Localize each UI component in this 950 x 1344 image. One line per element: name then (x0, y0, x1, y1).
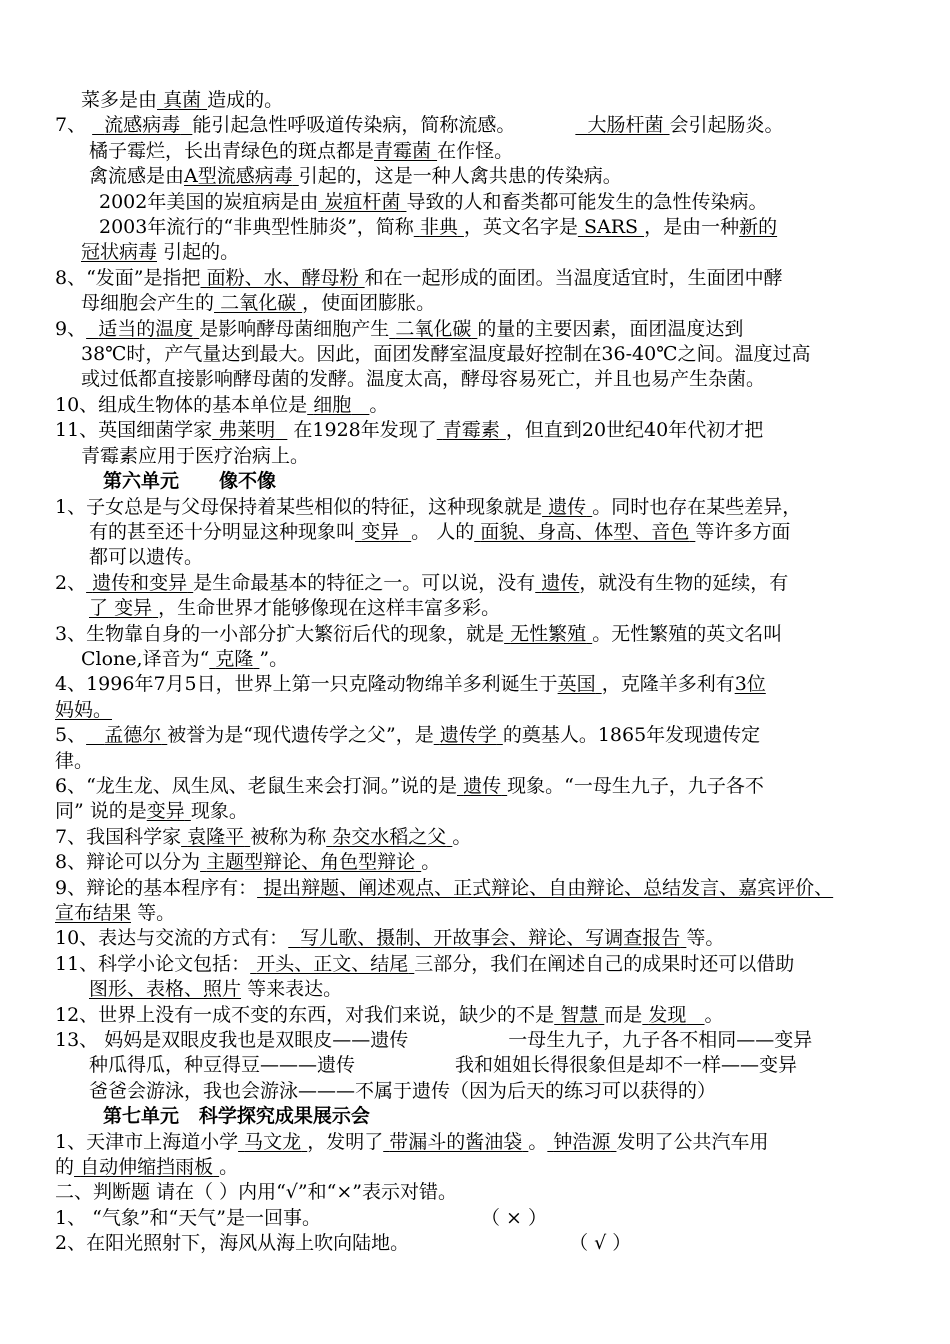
answer-blank: 青霉素 (442, 419, 500, 442)
text-line: 都可以遗传。 (89, 546, 204, 569)
text-line: 有的甚至还十分明显这种现象叫 变异 。 人的 面貌、身高、体型、音色 等许多方面 (89, 520, 791, 543)
unit-6-question-8: 8、辩论可以分为 主题型辩论、角色型辩论 。 (55, 851, 441, 874)
question-8: 8、“发面”是指把 面粉、水、酵母粉 和在一起形成的面团。当温度适宜时，生面团中酵 (55, 266, 783, 289)
text-line (55, 698, 910, 723)
unit-6-question-3: 3、生物靠自身的一小部分扩大繁衍后代的现象，就是 无性繁殖 。无性繁殖的英文名叫 (55, 622, 783, 645)
answer-blank: 妈妈。 (55, 698, 113, 721)
answer-blank: 宣布结果 (55, 902, 132, 924)
answer-blank: 弗莱明 (218, 419, 276, 442)
unit-6-question-10: 10、表达与交流的方式有： 写儿歌、摄制、开故事会、辩论、写调查报告 等。 (55, 927, 725, 950)
answer-blank: 变异 (146, 800, 185, 823)
text-line: 同” 说的是变异 现象。 (55, 800, 248, 823)
answer-blank: 自动伸缩挡雨板 (80, 1156, 214, 1179)
answer-blank: 英国 (557, 673, 596, 696)
answer-blank: 带漏斗的酱油袋 (389, 1130, 523, 1153)
answer-blank: 开头、正文、结尾 (256, 952, 409, 975)
text-line: Clone,译音为“ 克隆 ”。 (81, 647, 289, 670)
answer-blank: 青霉菌 (374, 139, 432, 162)
answer-blank: 遗传学 (439, 724, 497, 747)
answer-blank: 面粉、水、酵母粉 (206, 266, 359, 289)
answer-blank: SARS (583, 216, 639, 239)
answer-blank: 钟浩源 (553, 1130, 611, 1153)
unit-7-heading: 第七单元 科学探究成果展示会 (103, 1105, 370, 1128)
true-false-item-1: 1、 “气象”和“天气”是一回事。 （ × ） (55, 1206, 547, 1229)
text-line: 2003年流行的“非典型性肺炎”，简称 非典 ，英文名字是 SARS ，是由一种新的 (99, 216, 778, 239)
question-11: 11、英国细菌学家 弗莱明 在1928年发现了 青霉素 ，但直到20世纪40年代初才把 (55, 419, 764, 442)
answer-blank: A型流感病毒 (184, 165, 293, 188)
answer-mark: （ × ） (480, 1206, 547, 1229)
answer-blank: 无性繁殖 (510, 622, 587, 645)
text-line: 青霉素应用于医疗治病上。 (81, 444, 310, 467)
unit-7-question-1: 1、天津市上海道小学 马文龙 ，发明了 带漏斗的酱油袋 。 钟浩源 发明了公共汽车用 (55, 1130, 769, 1153)
text-line: 或过低都直接影响酵母菌的发酵。温度太高，酵母容易死亡，并且也易产生杂菌。 (81, 368, 766, 391)
text-line: 图形、表格、照片 等来表达。 (89, 978, 343, 1001)
unit-6-question-13: 13、 妈妈是双眼皮我也是双眼皮——遗传 一母生九子，九子各不相同——变异 (55, 1029, 813, 1052)
question-9: 9、 适当的温度 是影响酵母菌细胞产生 二氧化碳 的量的主要因素，面团温度达到 (55, 317, 744, 340)
answer-blank: 主题型辩论、角色型辩论 (206, 851, 416, 874)
answer-blank: 遗传和变异 (92, 571, 188, 594)
unit-6-heading: 第六单元 像不像 (103, 470, 277, 493)
answer-blank: 流感病毒 (104, 114, 181, 137)
unit-6-question-7: 7、我国科学家 袁隆平 被称为称 杂交水稻之父 。 (55, 825, 472, 848)
answer-blank: 图形、表格、照片 (89, 978, 242, 1001)
unit-6-question-5: 5、 孟德尔 被誉为是“现代遗传学之父”，是 遗传学 的奠基人。1865年发现遗传定 (55, 724, 761, 747)
answer-blank: 细胞 (313, 393, 352, 416)
answer-blank: 非典 (419, 216, 458, 239)
answer-blank: 孟德尔 (104, 724, 162, 747)
true-false-item-2: 2、在阳光照射下，海风从海上吹向陆地。 （ √ ） (55, 1232, 632, 1255)
text-line: 爸爸会游泳，我也会游泳———不属于遗传（因为后天的练习可以获得的） (89, 1079, 717, 1102)
answer-mark: （ √ ） (569, 1232, 632, 1255)
answer-blank: 适当的温度 (98, 317, 194, 340)
answer-blank: 炭疽杆菌 (324, 190, 401, 213)
question-7: 7、 流感病毒 能引起急性呼吸道传染病，简称流感。 大肠杆菌 会引起肠炎。 (55, 114, 784, 137)
answer-blank: 提出辩题、阐述观点、正式辩论、自由辩论、总结发言、嘉宾评价、 (263, 876, 834, 899)
unit-6-question-1: 1、子女总是与父母保持着某些相似的特征，这种现象就是 遗传 。同时也存在某些差异， (55, 495, 802, 518)
text-line: 橘子霉烂，长出青绿色的斑点都是青霉菌 在作怪。 (89, 139, 514, 162)
answer-blank: 面貌、身高、体型、音色 (480, 520, 690, 543)
answer-blank: 发现 (648, 1003, 687, 1026)
answer-blank: 智慧 (560, 1003, 599, 1026)
text-line: 宣布结果 等。 (55, 902, 176, 924)
answer-blank: 遗传 (463, 774, 502, 797)
answer-blank: 真菌 (163, 89, 202, 111)
answer-blank: 马文龙 (244, 1130, 302, 1153)
unit-6-question-9: 9、辩论的基本程序有： 提出辩题、阐述观点、正式辩论、自由辩论、总结发言、嘉宾评价、 (55, 876, 834, 899)
text-line: 38℃时，产气量达到最大。因此，面团发酵室温度最好控制在36-40℃之间。温度过高 (81, 343, 811, 366)
text-line: 律。 (55, 749, 94, 772)
text-line: 冠状病毒 引起的。 (81, 241, 240, 264)
question-10: 10、组成生物体的基本单位是 细胞 。 (55, 393, 389, 416)
text-line: 的 自动伸缩挡雨板 。 (55, 1156, 239, 1179)
unit-6-question-2: 2、 遗传和变异 是生命最基本的特征之一。可以说，没有 遗传，就没有生物的延续，有 (55, 571, 789, 594)
answer-blank: 遗传 (548, 495, 587, 518)
text-line: 2002年美国的炭疽病是由 炭疽杆菌 导致的人和畜类都可能发生的急性传染病。 (99, 190, 768, 213)
answer-blank: 大肠杆菌 (587, 114, 664, 137)
answer-blank: 冠状病毒 (81, 241, 158, 264)
answer-blank: 3位 (734, 673, 766, 696)
unit-6-question-4: 4、1996年7月5日，世界上第一只克隆动物绵羊多利诞生于英国 ，克隆羊多利有3位 (55, 673, 766, 696)
unit-6-question-12: 12、世界上没有一成不变的东西，对我们来说，缺少的不是 智慧 而是 发现 。 (55, 1003, 724, 1026)
text-line: 母细胞会产生的 二氧化碳 ，使面团膨胀。 (81, 292, 436, 315)
answer-blank: 杂交水稻之父 (332, 825, 447, 848)
answer-blank: 写儿歌、摄制、开故事会、辩论、写调查报告 (300, 927, 681, 950)
text-line: 菜多是由 真菌 造成的。 (81, 89, 284, 111)
text-line: 种瓜得瓜，种豆得豆———遗传 我和姐姐长得很象但是却不一样——变异 (89, 1054, 798, 1077)
answer-blank: 袁隆平 (187, 825, 245, 848)
text-line: 了 变异 ，生命世界才能够像现在这样丰富多彩。 (89, 597, 501, 620)
true-false-section-title: 二、判断题 请在（ ）内用“√”和“×”表示对错。 (55, 1181, 457, 1204)
answer-blank: 变异 (361, 520, 400, 543)
answer-blank: 二氧化碳 (220, 292, 297, 315)
answer-blank: 新的 (739, 216, 778, 239)
unit-6-question-6: 6、“龙生龙、凤生凤、老鼠生来会打洞。”说的是 遗传 现象。“一母生九子，九子各不 (55, 774, 764, 797)
text-line: 禽流感是由A型流感病毒 引起的，这是一种人禽共患的传染病。 (89, 165, 622, 188)
answer-blank: 克隆 (215, 647, 254, 670)
answer-blank: 了 变异 (89, 597, 153, 620)
answer-blank: 二氧化碳 (395, 317, 472, 340)
unit-6-question-11: 11、科学小论文包括： 开头、正文、结尾 三部分，我们在阐述自己的成果时还可以借助 (55, 952, 795, 975)
answer-blank: 遗传 (541, 571, 580, 594)
